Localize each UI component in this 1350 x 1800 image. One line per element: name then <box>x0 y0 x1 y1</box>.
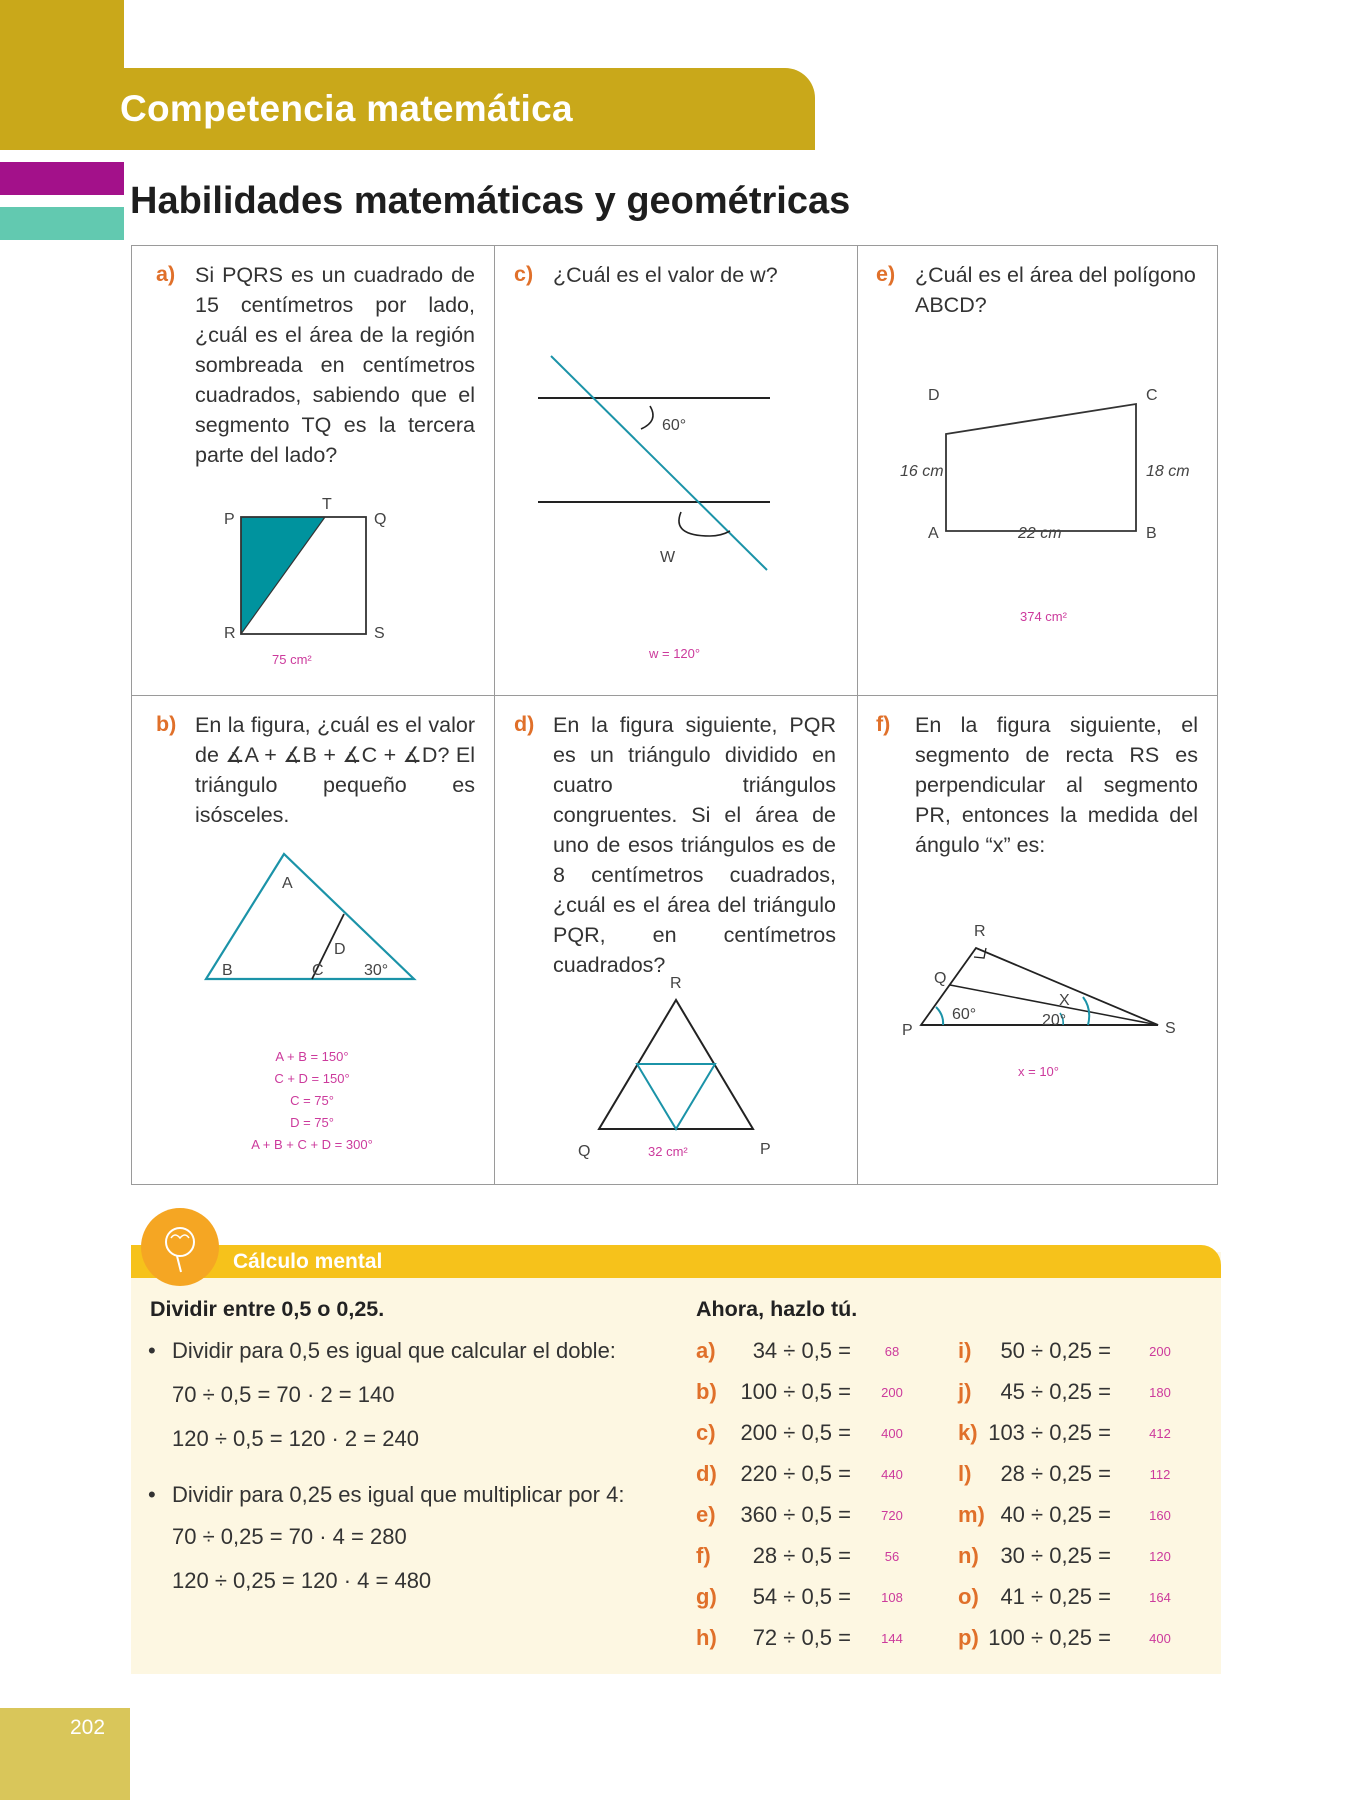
exercise-e-label: e) <box>876 262 896 286</box>
answer-line: C = 75° <box>290 1093 334 1108</box>
vertex-r: R <box>974 923 986 940</box>
transversal-line <box>551 356 767 570</box>
exercise-item-answer: 720 <box>881 1508 903 1523</box>
exercise-item-label: l) <box>958 1461 972 1486</box>
exercise-item-expression: 40 ÷ 0,25 = <box>1000 1502 1111 1527</box>
section-title: Habilidades matemáticas y geométricas <box>130 180 851 222</box>
exercise-d-label: d) <box>514 712 535 736</box>
vertex-a: A <box>282 875 293 892</box>
exercise-item-label: b) <box>696 1379 717 1404</box>
vertex-x: X <box>1059 992 1070 1009</box>
practice-title: Ahora, hazlo tú. <box>696 1297 858 1321</box>
exercise-b-figure <box>202 851 422 1051</box>
exercise-a-label: a) <box>156 262 176 286</box>
exercise-b <box>132 696 494 1166</box>
answer-line: C + D = 150° <box>274 1071 350 1086</box>
exercise-item-label: p) <box>958 1625 979 1650</box>
exercise-item-answer: 200 <box>1149 1344 1171 1359</box>
exercise-item-label: n) <box>958 1543 979 1568</box>
angle-30: 30° <box>364 962 389 979</box>
exercise-item-expression: 50 ÷ 0,25 = <box>1000 1338 1111 1363</box>
exercise-item-expression: 30 ÷ 0,25 = <box>1000 1543 1111 1568</box>
exercise-f-answer: x = 10° <box>1018 1064 1059 1079</box>
exercise-a-answer: 75 cm² <box>272 652 312 667</box>
exercise-b-text: En la figura, ¿cuál es el valor de ∡A + ∡B + ∡C + ∡D? El triángulo pequeño es isósceles. <box>195 713 475 827</box>
vertex-p: P <box>760 1141 771 1158</box>
exercise-item-expression: 28 ÷ 0,25 = <box>1000 1461 1111 1486</box>
exercise-c-answer: w = 120° <box>649 646 701 661</box>
vertex-c: C <box>1146 387 1158 404</box>
vertex-t: T <box>322 496 332 513</box>
exercise-b-label: b) <box>156 712 177 736</box>
exercise-item-expression: 360 ÷ 0,5 = <box>740 1502 851 1527</box>
exercise-item-answer: 112 <box>1149 1467 1171 1482</box>
exercise-item-answer: 440 <box>881 1467 903 1482</box>
mental-calc-title: Cálculo mental <box>233 1250 383 1273</box>
answer-line: D = 75° <box>290 1115 334 1130</box>
exercise-item-label: j) <box>958 1379 972 1404</box>
exercise-item-label: f) <box>696 1543 711 1568</box>
exercise-e-figure <box>878 376 1208 656</box>
exercise-a-text: Si PQRS es un cuadrado de 15 centímetros por lado, ¿cuál es el área de la región sombreada en centímetros cuadrados, sabiendo que el segmento TQ es la tercera parte del lado? <box>195 263 475 467</box>
vertex-d: D <box>928 387 940 404</box>
exercise-item-expression: 100 ÷ 0,5 = <box>740 1379 851 1404</box>
exercise-item-label: g) <box>696 1584 717 1609</box>
exercise-item-label: c) <box>696 1420 716 1445</box>
rule-quadruple: Dividir para 0,25 es igual que multiplicar por 4: <box>172 1482 625 1507</box>
exercise-f-figure <box>878 911 1208 1111</box>
page-number: 202 <box>70 1716 106 1739</box>
exercise-f-text: En la figura siguiente, el segmento de recta RS es perpendicular al segmento PR, entonces la medida del ángulo “x” es: <box>915 713 1198 857</box>
side-18: 18 cm <box>1146 463 1190 480</box>
exercise-d-figure <box>575 964 795 1164</box>
vertex-r: R <box>224 625 236 642</box>
exercise-item-answer: 108 <box>881 1590 903 1605</box>
bullet-icon: • <box>148 1482 156 1507</box>
exercise-item-label: d) <box>696 1461 717 1486</box>
answer-line: A + B + C + D = 300° <box>251 1137 373 1152</box>
exercise-item-answer: 180 <box>1149 1385 1171 1400</box>
exercise-item-expression: 34 ÷ 0,5 = <box>752 1338 851 1363</box>
exercise-item-answer: 160 <box>1149 1508 1171 1523</box>
exercise-item-expression: 100 ÷ 0,25 = <box>988 1625 1111 1650</box>
exercise-item-expression: 220 ÷ 0,5 = <box>740 1461 851 1486</box>
inner-triangle <box>637 1064 715 1129</box>
exercise-item-answer: 144 <box>881 1631 903 1646</box>
angle-w: W <box>660 549 676 566</box>
brain-icon <box>141 1208 219 1286</box>
vertex-s: S <box>1165 1020 1176 1037</box>
exercise-item-answer: 200 <box>881 1385 903 1400</box>
angle-60: 60° <box>952 1006 977 1023</box>
vertex-r: R <box>670 975 682 992</box>
exercise-item-label: k) <box>958 1420 978 1445</box>
exercise-item-answer: 412 <box>1149 1426 1171 1441</box>
vertex-p: P <box>902 1022 913 1039</box>
page-number-box <box>0 1708 130 1800</box>
exercise-c <box>495 246 857 716</box>
rule-double: Dividir para 0,5 es igual que calcular el doble: <box>172 1338 616 1363</box>
exercise-d-answer: 32 cm² <box>648 1144 688 1159</box>
side-22: 22 cm <box>1018 525 1062 542</box>
exercise-c-label: c) <box>514 262 534 286</box>
exercise-item-expression: 28 ÷ 0,5 = <box>752 1543 851 1568</box>
exercise-item-answer: 400 <box>881 1426 903 1441</box>
exercise-item-expression: 200 ÷ 0,5 = <box>740 1420 851 1445</box>
vertex-b: B <box>1146 525 1157 542</box>
exercise-c-figure <box>535 346 825 661</box>
exercise-item-expression: 72 ÷ 0,5 = <box>752 1625 851 1650</box>
exercise-e <box>858 246 1220 716</box>
exercise-item-answer: 56 <box>884 1549 900 1564</box>
exercise-item-expression: 54 ÷ 0,5 = <box>752 1584 851 1609</box>
exercise-c-text: ¿Cuál es el valor de w? <box>553 263 778 287</box>
exercise-d-text: En la figura siguiente, PQR es un triángulo dividido en cuatro triángulos congruentes. Si el área de uno de esos triángulos es de 8 centímetros cuadrados, ¿cuál es el área del triángulo PQR, en centímetros cuadrados? <box>553 713 836 977</box>
vertex-p: P <box>224 511 235 528</box>
exercise-item-label: i) <box>958 1338 972 1363</box>
exercise-grid <box>131 245 1218 1185</box>
exercise-e-answer: 374 cm² <box>1020 609 1067 624</box>
vertex-q: Q <box>374 511 387 528</box>
bullet-icon: • <box>148 1338 156 1363</box>
side-16: 16 cm <box>900 463 944 480</box>
exercise-item-label: m) <box>958 1502 985 1527</box>
vertex-a: A <box>928 525 939 542</box>
example-line: 70 ÷ 0,5 = 70 · 2 = 140 <box>172 1382 395 1407</box>
exercise-item-expression: 41 ÷ 0,25 = <box>1000 1584 1111 1609</box>
exercise-a-figure <box>212 486 412 686</box>
vertex-c: C <box>312 962 324 979</box>
exercise-item-answer: 400 <box>1149 1631 1171 1646</box>
magenta-accent-bar <box>0 162 124 195</box>
example-line: 120 ÷ 0,25 = 120 · 4 = 480 <box>172 1568 432 1593</box>
vertex-b: B <box>222 962 233 979</box>
exercise-f-label: f) <box>876 712 891 736</box>
header-title: Competencia matemática <box>120 88 573 129</box>
example-line: 70 ÷ 0,25 = 70 · 4 = 280 <box>172 1524 407 1549</box>
vertex-q: Q <box>578 1143 591 1160</box>
exercise-item-answer: 164 <box>1149 1590 1171 1605</box>
teal-accent-bar <box>0 207 124 240</box>
angle-20: 20° <box>1042 1012 1067 1029</box>
polygon-abcd <box>946 404 1136 531</box>
exercise-a <box>132 246 494 716</box>
exercise-d <box>495 696 857 1166</box>
mental-calc-subtitle: Dividir entre 0,5 o 0,25. <box>150 1297 385 1321</box>
exercise-item-label: e) <box>696 1502 716 1527</box>
exercise-item-label: h) <box>696 1625 717 1650</box>
large-triangle <box>206 854 414 979</box>
vertex-s: S <box>374 625 385 642</box>
exercise-item-label: o) <box>958 1584 979 1609</box>
exercise-item-answer: 120 <box>1149 1549 1171 1564</box>
exercise-item-label: a) <box>696 1338 716 1363</box>
vertex-q: Q <box>934 970 947 987</box>
exercise-f <box>858 696 1220 1166</box>
answer-line: A + B = 150° <box>275 1049 349 1064</box>
exercise-item-answer: 68 <box>884 1344 900 1359</box>
angle-60: 60° <box>662 417 687 434</box>
exercise-item-expression: 103 ÷ 0,25 = <box>988 1420 1111 1445</box>
exercise-b-answers <box>192 1046 432 1156</box>
exercise-item-expression: 45 ÷ 0,25 = <box>1000 1379 1111 1404</box>
example-line: 120 ÷ 0,5 = 120 · 2 = 240 <box>172 1426 419 1451</box>
exercise-e-text: ¿Cuál es el área del polígono ABCD? <box>915 263 1196 317</box>
vertex-d: D <box>334 941 346 958</box>
